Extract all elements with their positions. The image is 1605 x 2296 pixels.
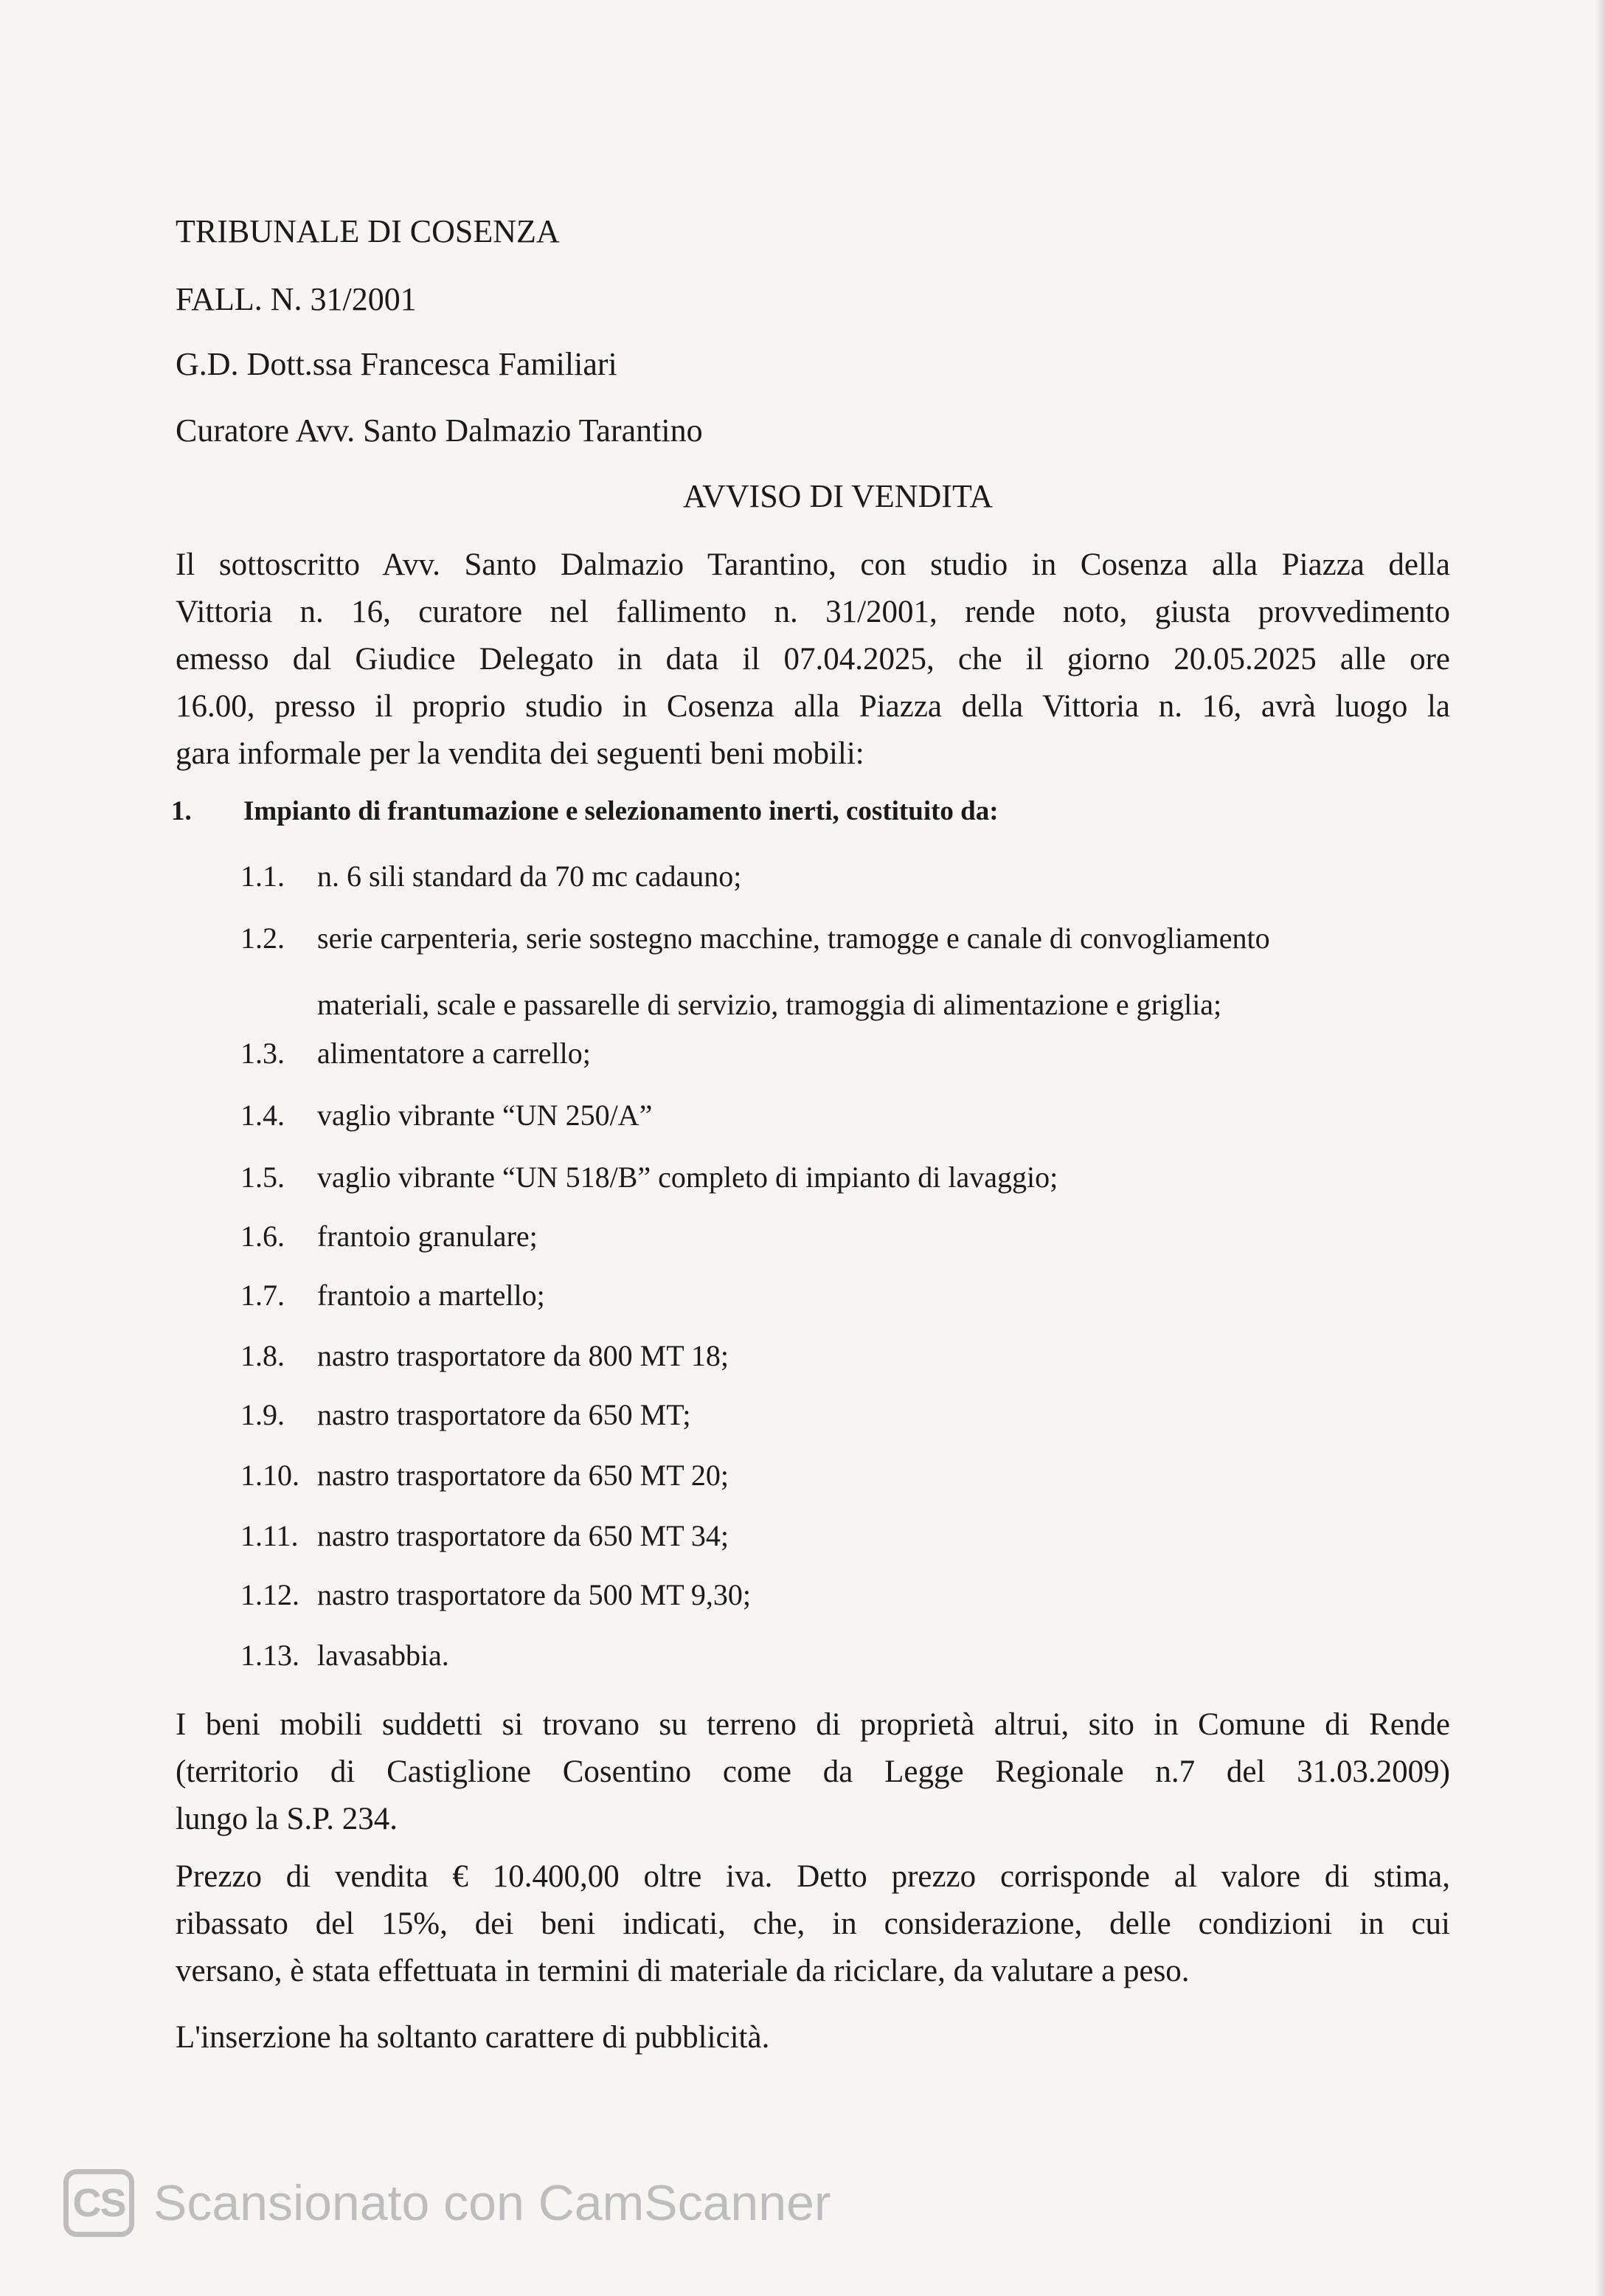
intro-line: gara informale per la vendita dei seguenti beni mobili: [176,736,864,771]
item-number: 1.9. [240,1398,285,1431]
item-text: nastro trasportatore da 650 MT 34; [317,1519,729,1552]
closing-line: L'inserzione ha soltanto carattere di pubblicità. [176,2020,770,2055]
intro-line: Il sottoscritto Avv. Santo Dalmazio Tarantino, con studio in Cosenza alla Piazza della [176,547,1450,582]
list-item [240,1154,1058,1201]
location-line: (territorio di Castiglione Cosentino come da Legge Regionale n.7 del 31.03.2009) [176,1754,1450,1789]
judge-name: G.D. Dott.ssa Francesca Familiari [176,346,617,382]
item-number: 1.1. [240,860,285,893]
item-text: nastro trasportatore da 650 MT 20; [317,1459,729,1492]
location-line: I beni mobili suddetti si trovano su terreno di proprietà altrui, sito in Comune di Rende [176,1707,1450,1742]
item-text: vaglio vibrante “UN 518/B” completo di impianto di lavaggio; [317,1161,1058,1194]
list-item [240,1030,591,1077]
item-text: nastro trasportatore da 800 MT 18; [317,1339,729,1372]
location-line: lungo la S.P. 234. [176,1802,398,1836]
price-line: ribassato del 15%, dei beni indicati, che, in considerazione, delle condizioni in cui [176,1906,1450,1941]
notice-title-text: AVVISO DI VENDITA [682,478,994,514]
list-item [240,853,741,900]
price-line: versano, è stata effettuata in termini di materiale da riciclare, da valutare a peso. [176,1954,1190,1988]
list-item [240,1512,729,1560]
notice-title [0,476,1605,517]
item-number: 1.7. [240,1279,285,1312]
item-number: 1.10. [240,1459,299,1492]
item-text: alimentatore a carrello; [317,1037,591,1070]
case-number: FALL. N. 31/2001 [176,281,417,317]
list-item [240,915,1270,962]
item-text: nastro trasportatore da 500 MT 9,30; [317,1578,752,1611]
list-item [240,1213,538,1260]
item-text: frantoio granulare; [317,1220,538,1253]
location-paragraph [176,1701,1450,1843]
item-number: 1.3. [240,1037,285,1070]
list-item [240,1452,729,1499]
section-heading-text: Impianto di frantumazione e selezionamento inerti, costituito da: [243,796,999,826]
curator-name: Curatore Avv. Santo Dalmazio Tarantino [176,412,703,449]
court-name: TRIBUNALE DI COSENZA [176,213,560,249]
item-number: 1.5. [240,1161,285,1194]
item-text: frantoio a martello; [317,1279,545,1312]
intro-paragraph [176,542,1450,778]
section-heading [171,795,999,827]
list-item [240,1272,545,1319]
list-item [240,1571,751,1619]
list-item [240,1092,652,1139]
item-number: 1.12. [240,1578,299,1611]
item-text: nastro trasportatore da 650 MT; [317,1398,691,1431]
item-text: lavasabbia. [317,1639,449,1672]
intro-line: 16.00, presso il proprio studio in Cosenza alla Piazza della Vittoria n. 16, avrà luogo la [176,689,1450,724]
intro-line: emesso dal Giudice Delegato in data il 07.04.2025, che il giorno 20.05.2025 alle ore [176,642,1450,677]
list-item-continuation: materiali, scale e passarelle di servizio, tramoggia di alimentazione e griglia; [317,988,1222,1021]
item-text: vaglio vibrante “UN 250/A” [317,1099,653,1132]
item-number: 1.8. [240,1339,285,1372]
item-text: n. 6 sili standard da 70 mc cadauno; [317,860,742,893]
item-number: 1.6. [240,1220,285,1253]
price-paragraph [176,1853,1450,1995]
section-number: 1. [171,796,192,826]
item-number: 1.13. [240,1639,299,1672]
page-edge-shadow [1595,0,1605,2296]
intro-line: Vittoria n. 16, curatore nel fallimento n. 31/2001, rende noto, giusta provvedimento [176,595,1450,629]
closing-paragraph [176,2014,1450,2061]
list-item [240,1391,691,1439]
watermark-label: Scansionato con CamScanner [153,2175,831,2231]
scanner-watermark [63,2169,831,2237]
list-item [240,1632,449,1679]
item-text: serie carpenteria, serie sostegno macchine, tramogge e canale di convogliamento [317,921,1270,955]
camscanner-logo-icon: CS [63,2169,134,2237]
item-number: 1.4. [240,1099,285,1132]
item-number: 1.2. [240,921,285,955]
price-line: Prezzo di vendita € 10.400,00 oltre iva. Detto prezzo corrisponde al valore di stima, [176,1859,1450,1894]
list-item [240,1332,729,1380]
item-number: 1.11. [240,1519,299,1552]
